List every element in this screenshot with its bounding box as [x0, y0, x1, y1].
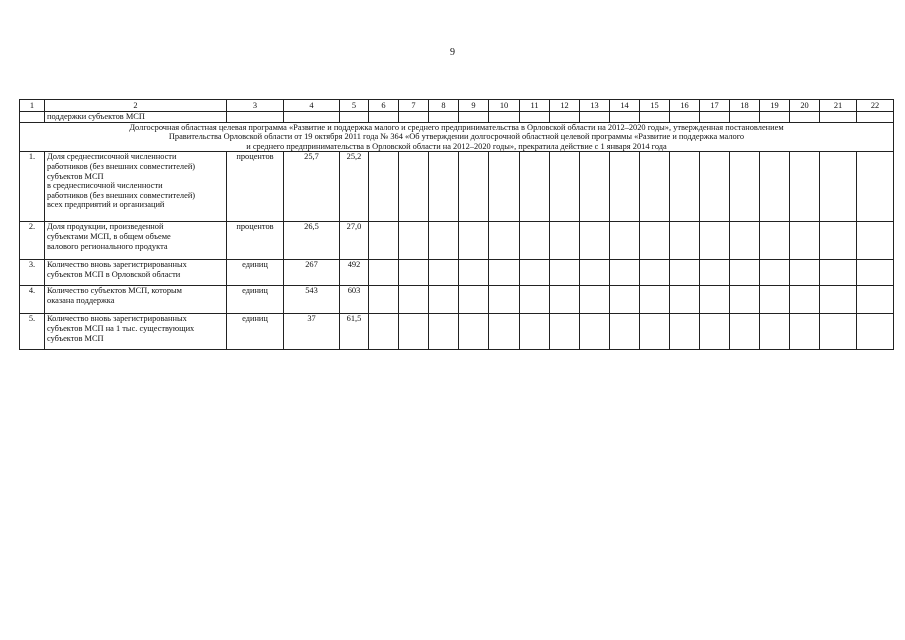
column-number: 13	[580, 100, 610, 112]
column-number: 8	[429, 100, 459, 112]
table-row	[20, 222, 894, 260]
empty-cell	[459, 260, 489, 286]
empty-cell	[429, 260, 459, 286]
unit-cell: единиц	[227, 260, 284, 286]
empty-cell	[760, 222, 790, 260]
empty-cell	[580, 152, 610, 222]
section-title-line: Правительства Орловской области от 19 октября 2011 года № 364 «Об утверждении долгосрочной областной целевой программы «Развитие и поддержка малого	[168, 132, 745, 142]
empty-cell	[429, 314, 459, 350]
column-number: 2	[45, 100, 227, 112]
value-col4: 543	[284, 286, 340, 314]
value-col5: 603	[340, 286, 369, 314]
empty-cell	[820, 260, 857, 286]
empty-cell	[670, 314, 700, 350]
column-number: 10	[489, 100, 520, 112]
section-title-line: Долгосрочная областная целевая программа «Развитие и поддержка малого и среднего предпринимательства в Орловской области на 2012–2020 годы», утвержденная постановлением	[129, 122, 784, 132]
empty-cell	[760, 260, 790, 286]
indicator-name-line: Количество вновь зарегистрированных	[47, 260, 187, 270]
column-number: 3	[227, 100, 284, 112]
indicator-name-line: Количество субъектов МСП, которым	[47, 286, 182, 296]
value-col5: 27,0	[340, 222, 369, 260]
empty-cell	[550, 222, 580, 260]
empty-cell	[550, 286, 580, 314]
empty-cell	[399, 286, 429, 314]
empty-cell	[489, 314, 520, 350]
indicator-name-line: субъектов МСП	[47, 171, 104, 181]
empty-cell	[820, 314, 857, 350]
empty-cell	[489, 286, 520, 314]
indicator-name-line: субъектов МСП	[47, 333, 104, 343]
column-number: 9	[459, 100, 489, 112]
empty-cell	[857, 286, 894, 314]
empty-cell	[700, 152, 730, 222]
empty-cell	[700, 222, 730, 260]
empty-cell	[550, 152, 580, 222]
empty-cell	[459, 286, 489, 314]
empty-cell	[857, 260, 894, 286]
table-row	[20, 260, 894, 286]
indicator-name	[45, 152, 227, 222]
empty-cell	[820, 222, 857, 260]
column-number: 22	[857, 100, 894, 112]
column-number: 6	[369, 100, 399, 112]
empty-cell	[730, 152, 760, 222]
column-number: 17	[700, 100, 730, 112]
column-number: 21	[820, 100, 857, 112]
section-row	[20, 122, 894, 152]
empty-cell	[730, 222, 760, 260]
value-col4: 25,7	[284, 152, 340, 222]
empty-cell	[520, 260, 550, 286]
empty-cell	[610, 314, 640, 350]
empty-cell	[760, 286, 790, 314]
column-number: 1	[20, 100, 45, 112]
empty-cell	[790, 152, 820, 222]
empty-cell	[640, 260, 670, 286]
empty-cell	[670, 260, 700, 286]
continuation-text: поддержки субъектов МСП	[45, 112, 227, 123]
empty-cell	[640, 152, 670, 222]
empty-cell	[520, 286, 550, 314]
column-number: 14	[610, 100, 640, 112]
empty-cell	[760, 314, 790, 350]
empty-cell	[640, 286, 670, 314]
empty-cell	[550, 314, 580, 350]
section-title-line: и среднего предпринимательства в Орловской области на 2012–2020 годы», прекратила действие с 1 января 2014 года	[246, 141, 667, 151]
indicators-table	[19, 99, 894, 350]
indicator-name-line: субъектами МСП, в общем объеме	[47, 231, 171, 241]
column-number: 7	[399, 100, 429, 112]
column-number: 4	[284, 100, 340, 112]
empty-cell	[429, 286, 459, 314]
row-number: 1.	[20, 152, 45, 222]
empty-cell	[610, 152, 640, 222]
indicator-name-line: работников (без внешних совместителей)	[47, 190, 196, 200]
empty-cell	[640, 314, 670, 350]
table-row	[20, 152, 894, 222]
value-col5: 492	[340, 260, 369, 286]
unit-cell: единиц	[227, 314, 284, 350]
empty-cell	[489, 222, 520, 260]
column-number: 5	[340, 100, 369, 112]
row-number: 5.	[20, 314, 45, 350]
empty-cell	[520, 152, 550, 222]
unit-cell: процентов	[227, 222, 284, 260]
indicator-name-line: в среднесписочной численности	[47, 181, 163, 191]
empty-cell	[820, 152, 857, 222]
empty-cell	[459, 222, 489, 260]
indicator-name-line: субъектов МСП в Орловской области	[47, 269, 181, 279]
column-number-row	[20, 100, 894, 112]
empty-cell	[700, 314, 730, 350]
indicator-name-line: работников (без внешних совместителей)	[47, 161, 196, 171]
empty-cell	[857, 314, 894, 350]
column-number: 20	[790, 100, 820, 112]
column-number: 11	[520, 100, 550, 112]
empty-cell	[730, 286, 760, 314]
empty-cell	[369, 260, 399, 286]
empty-cell	[790, 286, 820, 314]
empty-cell	[399, 260, 429, 286]
empty-cell	[760, 152, 790, 222]
indicator-name	[45, 314, 227, 350]
indicator-name	[45, 222, 227, 260]
page-number: 9	[450, 47, 455, 58]
indicator-name	[45, 260, 227, 286]
empty-cell	[610, 286, 640, 314]
row-number: 3.	[20, 260, 45, 286]
value-col4: 267	[284, 260, 340, 286]
indicator-name-line: Доля среднесписочной численности	[47, 152, 177, 162]
continuation-row	[20, 112, 894, 123]
column-number: 16	[670, 100, 700, 112]
empty-cell	[670, 152, 700, 222]
empty-cell	[820, 286, 857, 314]
value-col4: 26,5	[284, 222, 340, 260]
empty-cell	[429, 222, 459, 260]
empty-cell	[399, 222, 429, 260]
empty-cell	[790, 260, 820, 286]
empty-cell	[790, 222, 820, 260]
empty-cell	[399, 314, 429, 350]
row-number: 4.	[20, 286, 45, 314]
empty-cell	[459, 314, 489, 350]
unit-cell: единиц	[227, 286, 284, 314]
empty-cell	[520, 222, 550, 260]
empty-cell	[369, 314, 399, 350]
empty-cell	[550, 260, 580, 286]
empty-cell	[610, 260, 640, 286]
empty-cell	[580, 314, 610, 350]
empty-cell	[700, 260, 730, 286]
column-number: 12	[550, 100, 580, 112]
table-row	[20, 286, 894, 314]
empty-cell	[857, 152, 894, 222]
row-number: 2.	[20, 222, 45, 260]
empty-cell	[700, 286, 730, 314]
empty-cell	[580, 222, 610, 260]
indicator-name	[45, 286, 227, 314]
section-title	[20, 122, 894, 152]
indicator-name-line: Количество вновь зарегистрированных	[47, 314, 187, 324]
indicator-name-line: субъектов МСП на 1 тыс. существующих	[47, 323, 195, 333]
empty-cell	[369, 152, 399, 222]
column-number: 15	[640, 100, 670, 112]
empty-cell	[429, 152, 459, 222]
empty-cell	[399, 152, 429, 222]
indicator-name-line: оказана поддержка	[47, 295, 115, 305]
empty-cell	[730, 314, 760, 350]
unit-cell: процентов	[227, 152, 284, 222]
value-col5: 61,5	[340, 314, 369, 350]
empty-cell	[520, 314, 550, 350]
empty-cell	[730, 260, 760, 286]
table-row	[20, 314, 894, 350]
value-col5: 25,2	[340, 152, 369, 222]
indicator-name-line: Доля продукции, произведенной	[47, 222, 164, 232]
indicator-name-line: всех предприятий и организаций	[47, 200, 165, 210]
empty-cell	[369, 286, 399, 314]
empty-cell	[670, 222, 700, 260]
empty-cell	[580, 260, 610, 286]
column-number: 19	[760, 100, 790, 112]
indicator-name-line: валового регионального продукта	[47, 241, 168, 251]
empty-cell	[369, 222, 399, 260]
column-number: 18	[730, 100, 760, 112]
empty-cell	[580, 286, 610, 314]
empty-cell	[857, 222, 894, 260]
empty-cell	[489, 260, 520, 286]
empty-cell	[640, 222, 670, 260]
value-col4: 37	[284, 314, 340, 350]
empty-cell	[790, 314, 820, 350]
empty-cell	[459, 152, 489, 222]
table-body	[20, 100, 894, 350]
empty-cell	[610, 222, 640, 260]
empty-cell	[489, 152, 520, 222]
empty-cell	[670, 286, 700, 314]
